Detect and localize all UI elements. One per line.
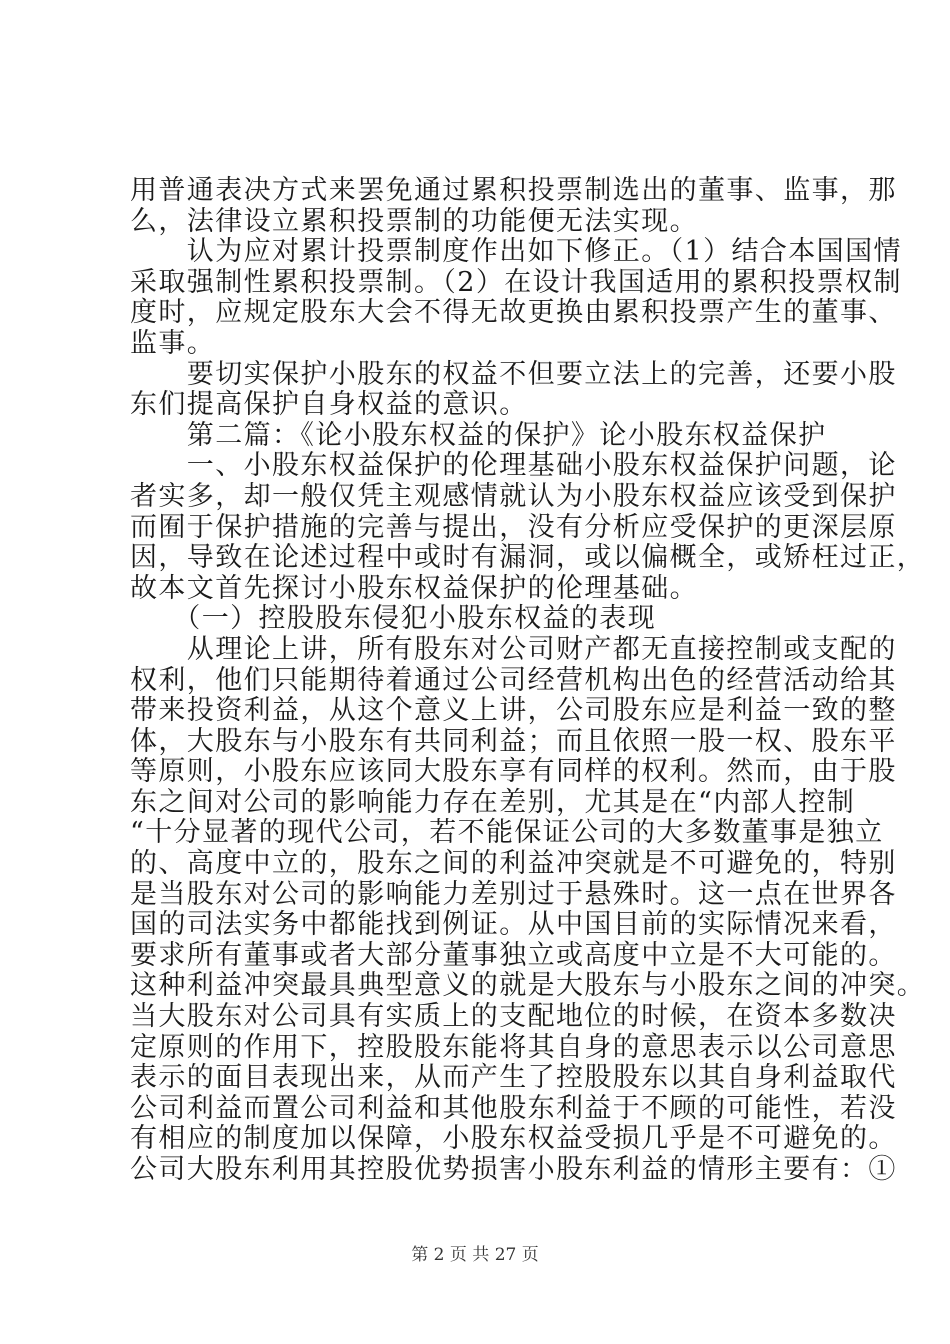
- text-line: 度时，应规定股东大会不得无故更换由累积投票产生的董事、: [130, 297, 897, 329]
- subsection-heading: （一）控股股东侵犯小股东权益的表现: [130, 603, 657, 635]
- text-line: 等原则，小股东应该同大股东享有同样的权利。然而，由于股: [130, 756, 897, 788]
- text-line: 公司利益而置公司利益和其他股东利益于不顾的可能性，若没: [130, 1092, 897, 1124]
- text-line: 而囿于保护措施的完善与提出，没有分析应受保护的更深层原: [130, 511, 897, 543]
- text-line: 表示的面目表现出来，从而产生了控股股东以其自身利益取代: [130, 1062, 897, 1094]
- text-line: 一、小股东权益保护的伦理基础小股东权益保护问题，论: [130, 450, 897, 482]
- text-line: 这种利益冲突最具典型意义的就是大股东与小股东之间的冲突。: [130, 970, 926, 1002]
- text-line: 当大股东对公司具有实质上的支配地位的时候，在资本多数决: [130, 1001, 897, 1033]
- text-line: 带来投资利益，从这个意义上讲，公司股东应是利益一致的整: [130, 695, 897, 727]
- text-line: 东之间对公司的影响能力存在差别，尤其是在“内部人控制: [130, 786, 856, 818]
- page-number: 第 2 页 共 27 页: [411, 1245, 539, 1265]
- text-line: 权利，他们只能期待着通过公司经营机构出色的经营活动给其: [130, 664, 897, 696]
- text-line: 认为应对累计投票制度作出如下修正。（1）结合本国国情: [130, 236, 902, 268]
- text-line: 要求所有董事或者大部分董事独立或高度中立是不大可能的。: [130, 939, 897, 971]
- text-line: 定原则的作用下，控股股东能将其自身的意思表示以公司意思: [130, 1031, 897, 1063]
- text-line: 公司大股东利用其控股优势损害小股东利益的情形主要有：①: [130, 1154, 897, 1185]
- text-line: 采取强制性累积投票制。（2）在设计我国适用的累积投票权制: [130, 266, 902, 298]
- text-line: 要切实保护小股东的权益不但要立法上的完善，还要小股: [130, 358, 897, 390]
- text-line: 因，导致在论述过程中或时有漏洞，或以偏概全，或矫枉过正，: [130, 542, 926, 574]
- text-line: 体，大股东与小股东有共同利益；而且依照一股一权、股东平: [130, 725, 897, 757]
- text-line: 用普通表决方式来罢免通过累积投票制选出的董事、监事，那: [130, 175, 897, 206]
- text-line: 么，法律设立累积投票制的功能便无法实现。: [130, 205, 698, 237]
- text-line: 东们提高保护自身权益的意识。: [130, 389, 528, 421]
- section-heading: 第二篇：《论小股东权益的保护》论小股东权益保护: [130, 419, 827, 451]
- text-line: 监事。: [130, 327, 216, 359]
- text-line: 从理论上讲，所有股东对公司财产都无直接控制或支配的: [130, 633, 897, 665]
- text-line: 是当股东对公司的影响能力差别过于悬殊时。这一点在世界各: [130, 878, 897, 910]
- page-footer: [0, 1240, 950, 1265]
- text-line: 者实多，却一般仅凭主观感情就认为小股东权益应该受到保护: [130, 480, 897, 512]
- text-line: 故本文首先探讨小股东权益保护的伦理基础。: [130, 572, 698, 604]
- text-line: 有相应的制度加以保障，小股东权益受损几乎是不可避免的。: [130, 1123, 897, 1155]
- text-line: 的、高度中立的，股东之间的利益冲突就是不可避免的，特别: [130, 848, 897, 880]
- text-line: 国的司法实务中都能找到例证。从中国目前的实际情况来看，: [130, 909, 897, 941]
- body-text: [130, 175, 926, 1186]
- text-line: “十分显著的现代公司，若不能保证公司的大多数董事是独立: [130, 817, 884, 849]
